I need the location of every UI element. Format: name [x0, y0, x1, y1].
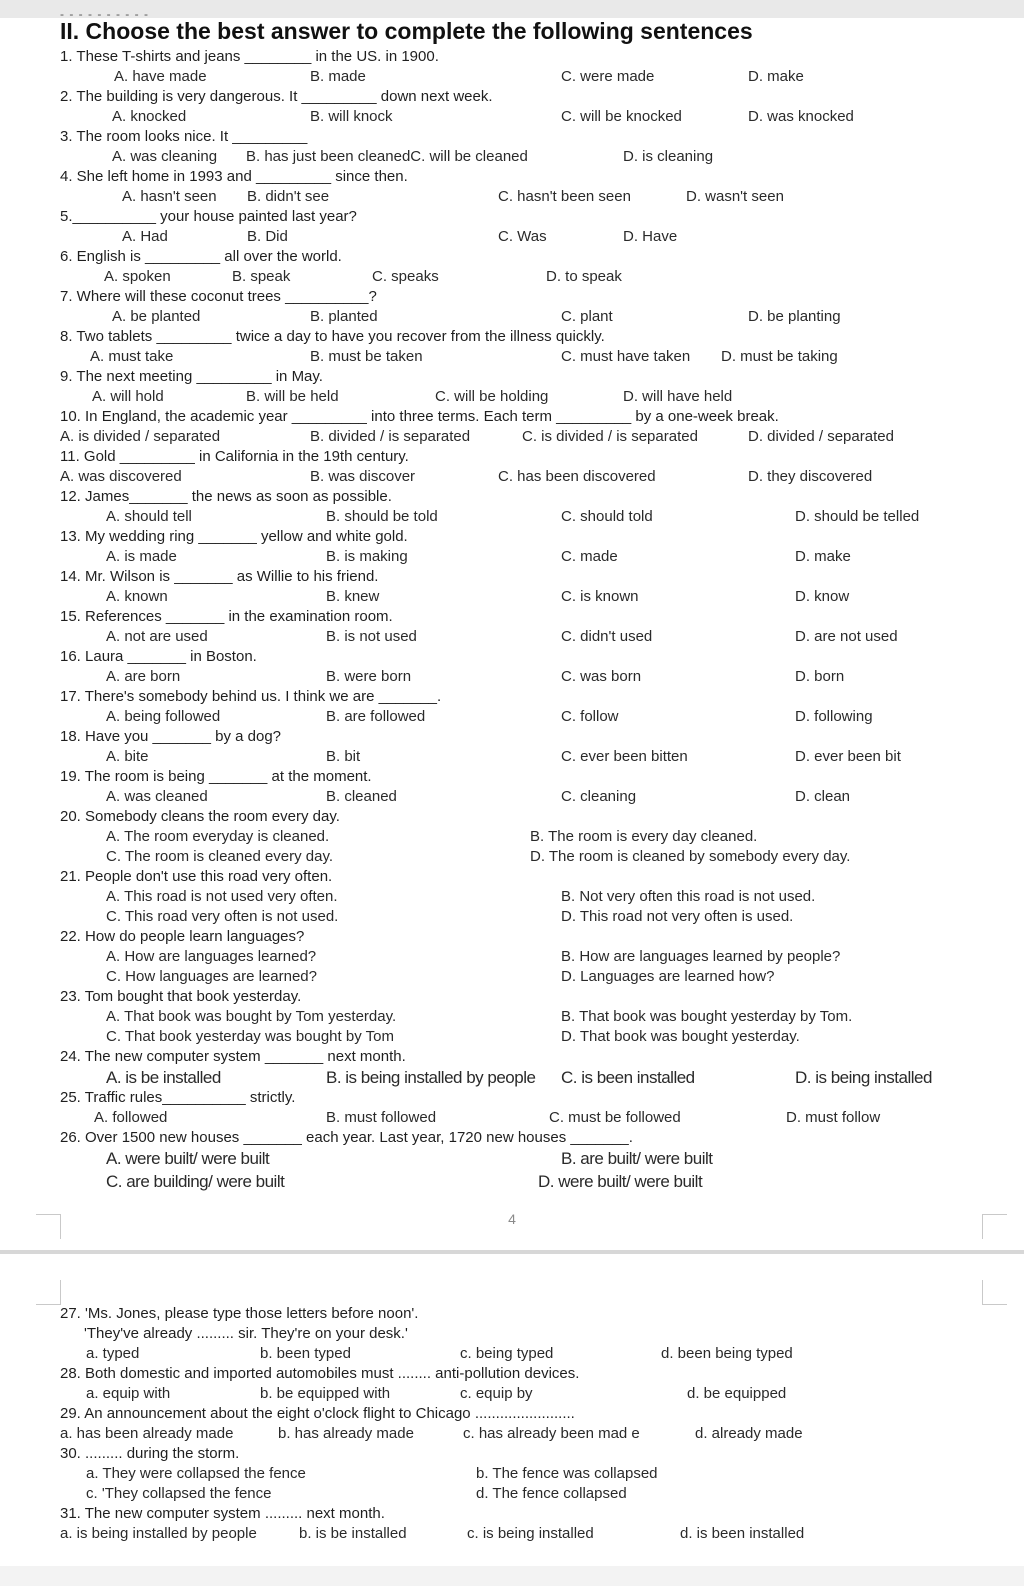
crop-mark	[36, 1280, 61, 1305]
answer-option: b. be equipped with	[260, 1385, 391, 1402]
question-text: 18. Have you _______ by a dog?	[60, 728, 282, 745]
answer-option: B. didn't see	[247, 188, 330, 205]
answer-option: D. they discovered	[748, 468, 873, 485]
answer-option: a. has been already made	[60, 1425, 234, 1442]
question-text: 27. 'Ms. Jones, please type those letters before noon'.	[60, 1305, 419, 1322]
question-text: 13. My wedding ring _______ yellow and white gold.	[60, 528, 408, 545]
crop-mark	[36, 1214, 61, 1239]
question-text: 'They've already ......... sir. They're on your desk.'	[84, 1325, 408, 1342]
answer-option: B. has just been cleanedC. will be cleaned	[246, 148, 528, 165]
question-text: 30. ......... during the storm.	[60, 1445, 240, 1462]
question-text: 8. Two tablets _________ twice a day to have you recover from the illness quickly.	[60, 328, 605, 345]
question-text: 22. How do people learn languages?	[60, 928, 305, 945]
answer-option: b. The fence was collapsed	[476, 1465, 658, 1482]
answer-option: D. know	[795, 588, 850, 605]
answer-option: B. will knock	[310, 108, 393, 125]
answer-option: d. is been installed	[680, 1525, 805, 1542]
answer-option: D. make	[795, 548, 851, 565]
crop-mark	[982, 1280, 1007, 1305]
answer-option: D. wasn't seen	[686, 188, 784, 205]
answer-option: D. born	[795, 668, 845, 685]
section-title: II. Choose the best answer to complete the following sentences	[60, 18, 753, 44]
answer-option: C. ever been bitten	[561, 748, 688, 765]
answer-option: B. The room is every day cleaned.	[530, 828, 758, 845]
answer-option: A. be planted	[112, 308, 201, 325]
answer-option: D. Languages are learned how?	[561, 968, 775, 985]
answer-option: c. has already been mad e	[463, 1425, 640, 1442]
answer-option: C. didn't used	[561, 628, 653, 645]
answer-option: b. been typed	[260, 1345, 351, 1362]
answer-option: c. equip by	[460, 1385, 533, 1402]
answer-option: B. were born	[326, 668, 412, 685]
answer-option: A. were built/ were built	[106, 1149, 270, 1168]
answer-option: A. bite	[106, 748, 149, 765]
question-text: 28. Both domestic and imported automobiles must ........ anti-pollution devices.	[60, 1365, 580, 1382]
answer-option: A. That book was bought by Tom yesterday.	[106, 1008, 397, 1025]
answer-option: B. divided / is separated	[310, 428, 471, 445]
question-text: 26. Over 1500 new houses _______ each year. Last year, 1720 new houses _______.	[60, 1129, 633, 1146]
answer-option: D. are not used	[795, 628, 898, 645]
answer-option: d. been being typed	[661, 1345, 793, 1362]
answer-option: B. bit	[326, 748, 361, 765]
answer-option: A. are born	[106, 668, 181, 685]
answer-option: a. typed	[86, 1345, 140, 1362]
answer-option: D. This road not very often is used.	[561, 908, 794, 925]
answer-option: A. not are used	[106, 628, 208, 645]
answer-option: A. should tell	[106, 508, 192, 525]
answer-option: D. following	[795, 708, 873, 725]
answer-option: C. were made	[561, 68, 655, 85]
answer-option: B. was discover	[310, 468, 416, 485]
answer-option: A. was cleaning	[112, 148, 218, 165]
answer-option: A. is divided / separated	[60, 428, 221, 445]
answer-option: A. have made	[114, 68, 207, 85]
answer-option: C. follow	[561, 708, 619, 725]
answer-option: C. plant	[561, 308, 613, 325]
answer-option: C. That book yesterday was bought by Tom	[106, 1028, 394, 1045]
answer-option: D. make	[748, 68, 804, 85]
answer-option: A. was discovered	[60, 468, 182, 485]
answer-option: B. must followed	[326, 1109, 437, 1126]
answer-option: A. will hold	[92, 388, 164, 405]
answer-option: A. followed	[94, 1109, 168, 1126]
question-text: 2. The building is very dangerous. It _________ down next week.	[60, 88, 493, 105]
question-text: 16. Laura _______ in Boston.	[60, 648, 257, 665]
answer-option: B. are followed	[326, 708, 426, 725]
question-text: 15. References _______ in the examination room.	[60, 608, 393, 625]
answer-option: C. How languages are learned?	[106, 968, 317, 985]
answer-option: A. How are languages learned?	[106, 948, 317, 965]
answer-option: B. knew	[326, 588, 380, 605]
answer-option: B. should be told	[326, 508, 438, 525]
answer-option: b. has already made	[278, 1425, 414, 1442]
answer-option: C. is been installed	[561, 1068, 695, 1087]
answer-option: C. should told	[561, 508, 653, 525]
answer-option: B. speak	[232, 268, 291, 285]
answer-option: A. Had	[122, 228, 168, 245]
answer-option: A. must take	[90, 348, 174, 365]
answer-option: D. divided / separated	[748, 428, 894, 445]
answer-option: C. cleaning	[561, 788, 637, 805]
answer-option: A. is made	[106, 548, 177, 565]
answer-option: C. speaks	[372, 268, 439, 285]
question-text: 9. The next meeting _________ in May.	[60, 368, 323, 385]
question-text: 6. English is _________ all over the world.	[60, 248, 342, 265]
answer-option: A. was cleaned	[106, 788, 208, 805]
answer-option: B. must be taken	[310, 348, 423, 365]
question-text: 4. She left home in 1993 and _________ since then.	[60, 168, 408, 185]
answer-option: A. The room everyday is cleaned.	[106, 828, 330, 845]
question-text: 7. Where will these coconut trees __________?	[60, 288, 377, 305]
top-bar	[0, 0, 1024, 18]
answer-option: B. planted	[310, 308, 378, 325]
answer-option: D. That book was bought yesterday.	[561, 1028, 800, 1045]
page-divider	[0, 1250, 1024, 1254]
answer-option: C. made	[561, 548, 618, 565]
question-text: 24. The new computer system _______ next month.	[60, 1048, 406, 1065]
answer-option: C. must have taken	[561, 348, 691, 365]
answer-option: D. is being installed	[795, 1068, 932, 1087]
answer-option: C. is divided / is separated	[522, 428, 698, 445]
answer-option: C. are building/ were built	[106, 1172, 285, 1191]
answer-option: b. is be installed	[299, 1525, 407, 1542]
answer-option: c. is being installed	[467, 1525, 594, 1542]
answer-option: D. clean	[795, 788, 851, 805]
question-text: 29. An announcement about the eight o'clock flight to Chicago ........................	[60, 1405, 575, 1422]
cut-off-text: - - - - - - - - - -	[60, 7, 149, 21]
answer-option: D. The room is cleaned by somebody every day.	[530, 848, 851, 865]
answer-option: B. made	[310, 68, 366, 85]
answer-option: a. equip with	[86, 1385, 171, 1402]
answer-option: C. will be knocked	[561, 108, 682, 125]
answer-option: B. That book was bought yesterday by Tom.	[561, 1008, 853, 1025]
answer-option: c. 'They collapsed the fence	[86, 1485, 272, 1502]
answer-option: D. ever been bit	[795, 748, 901, 765]
answer-option: C. hasn't been seen	[498, 188, 631, 205]
answer-option: C. is known	[561, 588, 639, 605]
answer-option: A. being followed	[106, 708, 221, 725]
answer-option: d. already made	[695, 1425, 803, 1442]
question-text: 25. Traffic rules__________ strictly.	[60, 1089, 296, 1106]
answer-option: B. is being installed by people	[326, 1068, 536, 1087]
answer-option: A. spoken	[104, 268, 171, 285]
answer-option: B. is not used	[326, 628, 417, 645]
answer-option: C. will be holding	[435, 388, 549, 405]
question-text: 14. Mr. Wilson is _______ as Willie to his friend.	[60, 568, 379, 585]
answer-option: B. are built/ were built	[561, 1149, 713, 1168]
answer-option: D. is cleaning	[623, 148, 714, 165]
answer-option: d. be equipped	[687, 1385, 787, 1402]
question-text: 12. James_______ the news as soon as possible.	[60, 488, 392, 505]
answer-option: B. will be held	[246, 388, 339, 405]
question-text: 1. These T-shirts and jeans ________ in the US. in 1900.	[60, 48, 439, 65]
answer-option: D. was knocked	[748, 108, 854, 125]
page-number: 4	[508, 1211, 516, 1227]
answer-option: B. Not very often this road is not used.	[561, 888, 816, 905]
crop-mark	[982, 1214, 1007, 1239]
question-text: 10. In England, the academic year _________ into three terms. Each term _________ by a one-week break.	[60, 408, 779, 425]
answer-option: B. cleaned	[326, 788, 397, 805]
answer-option: C. The room is cleaned every day.	[106, 848, 334, 865]
answer-option: a. is being installed by people	[60, 1525, 257, 1542]
question-text: 31. The new computer system ......... next month.	[60, 1505, 385, 1522]
question-text: 19. The room is being _______ at the moment.	[60, 768, 372, 785]
answer-option: B. is making	[326, 548, 408, 565]
question-text: 17. There's somebody behind us. I think we are _______.	[60, 688, 442, 705]
answer-option: D. were built/ were built	[538, 1172, 703, 1191]
answer-option: B. Did	[247, 228, 288, 245]
answer-option: A. is be installed	[106, 1068, 221, 1087]
answer-option: D. Have	[623, 228, 678, 245]
question-text: 23. Tom bought that book yesterday.	[60, 988, 302, 1005]
question-text: 11. Gold _________ in California in the 19th century.	[60, 448, 409, 465]
question-text: 3. The room looks nice. It _________	[60, 128, 308, 145]
answer-option: A. hasn't seen	[122, 188, 217, 205]
answer-option: d. The fence collapsed	[476, 1485, 627, 1502]
answer-option: a. They were collapsed the fence	[86, 1465, 306, 1482]
answer-option: A. knocked	[112, 108, 187, 125]
answer-option: C. was born	[561, 668, 642, 685]
answer-option: D. must be taking	[721, 348, 838, 365]
question-text: 5.__________ your house painted last year?	[60, 208, 357, 225]
question-text: 20. Somebody cleans the room every day.	[60, 808, 340, 825]
answer-option: c. being typed	[460, 1345, 554, 1362]
answer-option: C. This road very often is not used.	[106, 908, 339, 925]
answer-option: D. will have held	[623, 388, 733, 405]
answer-option: D. be planting	[748, 308, 841, 325]
answer-option: A. This road is not used very often.	[106, 888, 338, 905]
answer-option: A. known	[106, 588, 168, 605]
answer-option: C. has been discovered	[498, 468, 656, 485]
answer-option: B. How are languages learned by people?	[561, 948, 841, 965]
question-text: 21. People don't use this road very often.	[60, 868, 333, 885]
answer-option: C. Was	[498, 228, 547, 245]
bottom-strip	[0, 1566, 1024, 1586]
answer-option: D. to speak	[546, 268, 622, 285]
answer-option: D. should be telled	[795, 508, 920, 525]
answer-option: D. must follow	[786, 1109, 881, 1126]
answer-option: C. must be followed	[549, 1109, 681, 1126]
